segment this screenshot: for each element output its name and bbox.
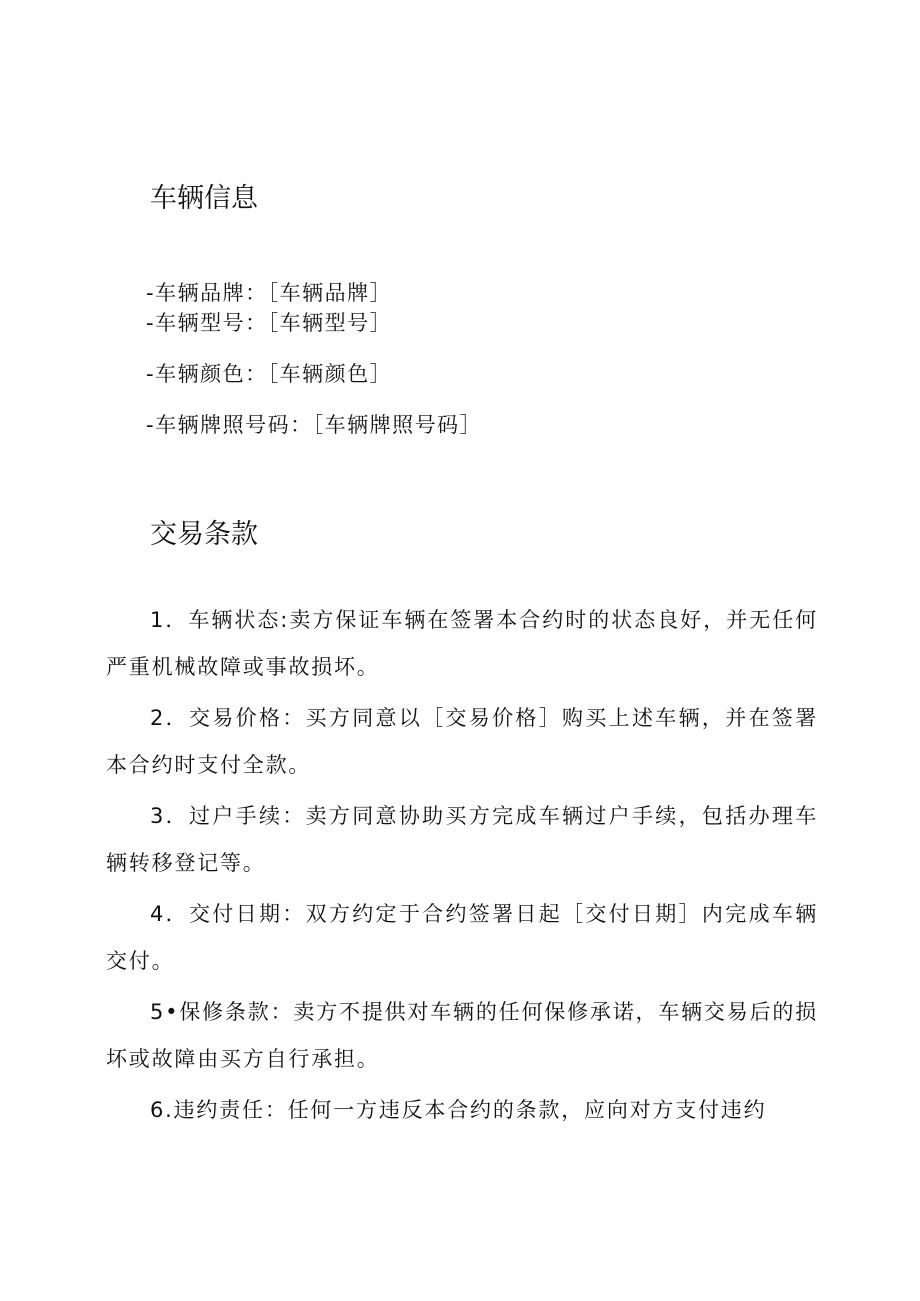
term-delivery-date: 4．交付日期：双方约定于合约签署日起［交付日期］内完成车辆交付。 — [106, 902, 818, 973]
vehicle-model-line: -车辆型号：［车辆型号］ — [146, 311, 393, 335]
term-transfer: 3．过户手续：卖方同意协助买方完成车辆过户手续，包括办理车辆转移登记等。 — [106, 804, 818, 875]
section-title-terms: 交易条款 — [150, 519, 258, 550]
term-price: 2．交易价格：买方同意以［交易价格］购买上述车辆，并在签署本合约时支付全款。 — [106, 706, 818, 777]
vehicle-brand-line: -车辆品牌：［车辆品牌］ — [146, 281, 393, 305]
vehicle-color-line: -车辆颜色：［车辆颜色］ — [146, 362, 393, 386]
term-vehicle-condition: 1．车辆状态:卖方保证车辆在签署本合约时的状态良好，并无任何严重机械故障或事故损坏。 — [106, 608, 818, 679]
section-title-vehicle-info: 车辆信息 — [150, 183, 258, 214]
term-breach: 6.违约责任：任何一方违反本合约的条款，应向对方支付违约 — [150, 1098, 767, 1122]
term-warranty: 5•保修条款：卖方不提供对车辆的任何保修承诺，车辆交易后的损坏或故障由买方自行承担。 — [106, 1000, 818, 1071]
vehicle-plate-line: -车辆牌照号码：［车辆牌照号码］ — [146, 413, 483, 437]
